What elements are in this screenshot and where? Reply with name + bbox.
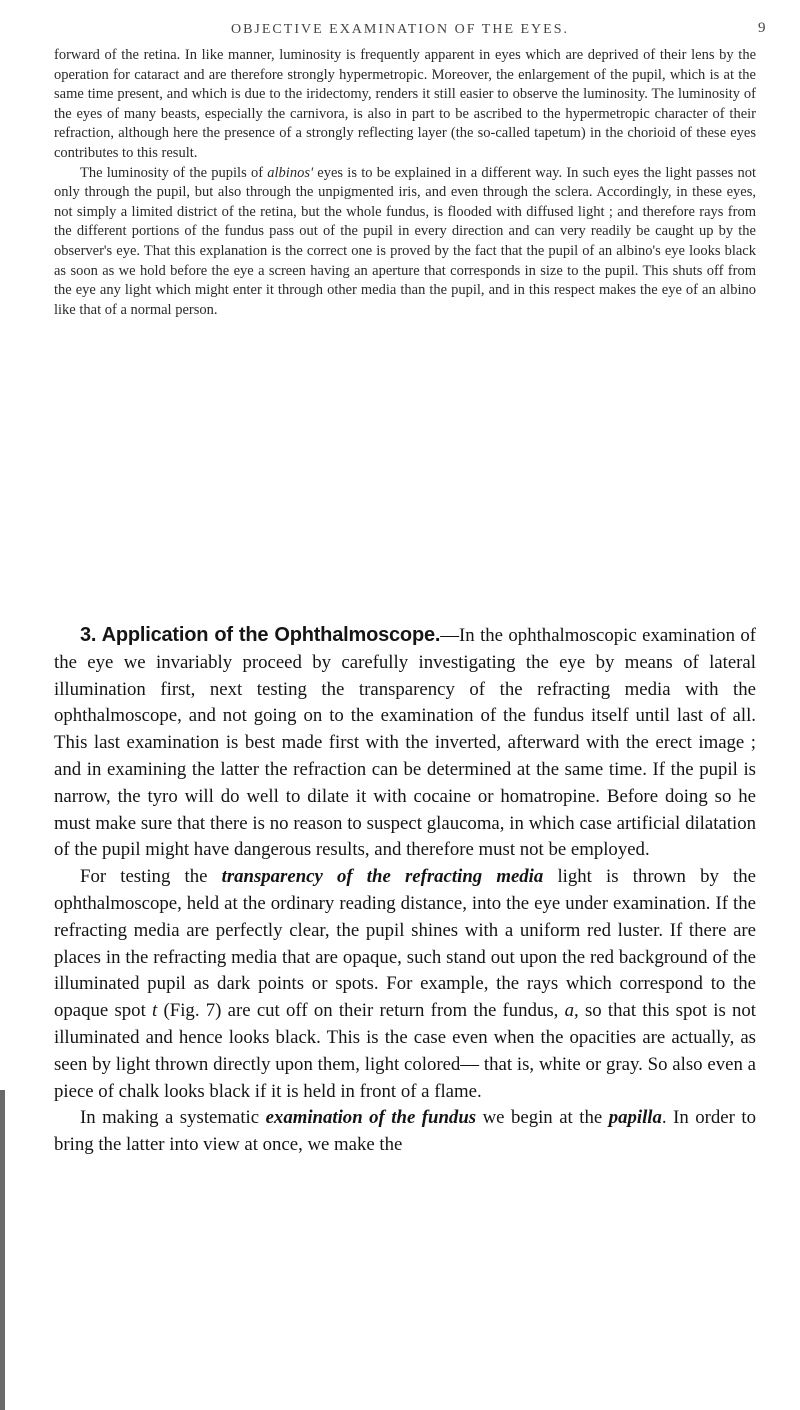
variable-a: a (564, 1000, 574, 1022)
emphasis-papilla: papilla (608, 1107, 662, 1129)
paragraph-transparency (54, 864, 756, 1105)
page-number: 9 (758, 20, 766, 36)
emphasis-fundus: examination of the fundus (265, 1107, 477, 1129)
text-run: For testing the (80, 866, 222, 888)
section-3-paragraph (54, 622, 756, 864)
text-run: The luminosity of the pupils of (80, 164, 268, 181)
small-print-block (54, 46, 756, 320)
running-head: OBJECTIVE EXAMINATION OF THE EYES. (230, 22, 569, 37)
text-run: light is thrown by the ophthalmoscope, held at the ordinary reading distance, into the eye under examination. If the refracting media are perfectly clear, the pupil shines with a uniform red luster. If there are places in the refracting media that are opaque, such stand out upon the red background of the illuminated pupil as dark points or spots. For example, the rays which correspond to the opaque spot (54, 866, 756, 1022)
section-heading: 3. Application of the Ophthalmoscope. (80, 624, 441, 646)
heading-dash: — (440, 625, 460, 646)
page-edge-shadow (0, 1090, 5, 1410)
text-run: In the ophthalmoscopic examination of the eye we invariably proceed by carefully investigating the eye by means of lateral illumination first, next testing the transparency of the refracting media with the ophthalmoscope, and not going on to the examination of the fundus itself until last of all. This last examination is best made first with the inverted, afterward with the erect image ; and in examining the latter the refraction can be determined at the same time. If the pupil is narrow, the tyro will do well to dilate it with cocaine or homatropine. Before doing so he must make sure that there is no reason to suspect glaucoma, in which case artificial dilatation of the pupil might have dangerous results, and therefore must not be employed. (54, 625, 756, 861)
paragraph-fundus (54, 1105, 756, 1159)
emphasis-albinos: albinos' (267, 164, 314, 181)
variable-t: t (152, 1000, 158, 1022)
paragraph-luminosity: forward of the retina. In like manner, luminosity is frequently apparent in eyes which are deprived of their lens by the operation for cataract and are therefore strongly hypermetropic. Moreover, the enlargement of the pupil, which is at the same time present, and which is due to the iridectomy, renders it still easier to observe the luminosity. The luminosity of the eyes of many beasts, especially the carnivora, is also in part to be ascribed to the hypermetropic character of their refraction, although here the presence of a strongly reflecting layer (the so-called tapetum) in the chorioid of these eyes contributes to this result. (54, 47, 756, 161)
text-run: In making a systematic (80, 1107, 266, 1129)
text-run: , so that this spot is not illuminated and hence looks black. This is the case even when the opacities are actually, as seen by light thrown directly upon them, light colored— that is, white or gray. So also even a piece of chalk looks black if it is held in front of a flame. (54, 1000, 756, 1102)
text-run: . In order to bring the latter into view at once, we make the (54, 1107, 756, 1156)
main-print-block (54, 622, 756, 1159)
paragraph-albinos (54, 164, 756, 321)
text-run: we begin at the (476, 1107, 609, 1129)
text-run: eyes is to be explained in a different way. In such eyes the light passes not only through the pupil, but also through the unpigmented iris, and even through the sclera. Accordingly, in these eyes, not simply a limited district of the retina, but the whole fundus, is flooded with diffused light ; and therefore rays from the different portions of the fundus pass out of the pupil in every direction and can very readily be caught up by the observer's eye. That this explanation is the correct one is proved by the fact that the pupil of an albino's eye looks black as soon as we hold before the eye a screen having an aperture that corresponds in size to the pupil. This shuts off from the eye any light which might enter it through other media than the pupil, and in this respect makes the eye of an albino like that of a normal person. (54, 164, 756, 318)
text-run: (Fig. 7) are cut off on their return from the fundus, (157, 1000, 565, 1022)
emphasis-transparency: transparency of the refracting media (221, 866, 544, 888)
